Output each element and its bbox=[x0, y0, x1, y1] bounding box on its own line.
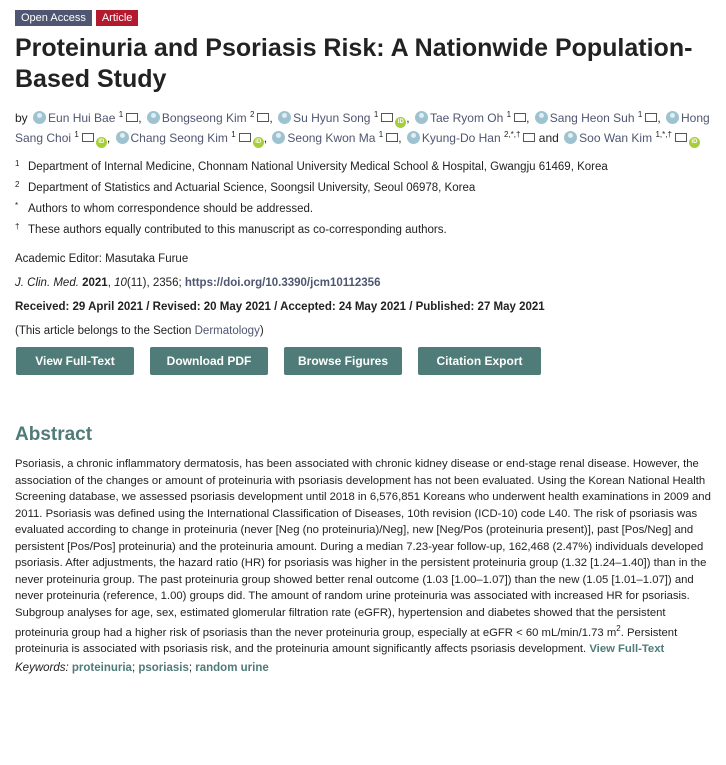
author-affiliation-sup: 2 bbox=[249, 110, 255, 119]
author-entry bbox=[145, 111, 270, 125]
article-type-badge: Article bbox=[96, 10, 139, 26]
author-avatar-icon bbox=[33, 111, 46, 124]
journal-name: J. Clin. Med. bbox=[15, 277, 79, 289]
section-prefix: (This article belongs to the Section bbox=[15, 325, 195, 337]
author-affiliation-sup: 1 bbox=[637, 110, 643, 119]
abstract-body: Psoriasis, a chronic inflammatory dermatosis, has been associated with chronic kidney disease or end-stage renal disease. However, the association of the changes or amount of proteinuria with psoriasis development has not been evaluated. Using the Korean National Health Screening database, we assessed psoriasis development until 2018 in 6,576,851 Koreans who underwent health examinations in 2009 and 2011. Psoriasis was defined using the International Classification of Diseases, 10th revision (ICD-10) code L40. The risk of psoriasis was evaluated according to change in proteinuria (never [Neg (no proteinuria)/Neg], new [Neg/Pos (proteinuria present)], past [Pos/Neg] and persistent [Pos/Pos] proteinuria) and the proteinuria amount. During a median 7.23-year follow-up, 162,468 (2.47%) individuals developed psoriasis. After adjustments, the hazard ratio (HR) for psoriasis was higher in the persistent proteinuria group (1.32 [1.24–1.40]) than in the never proteinuria group. The past proteinuria group showed better renal outcome (1.03 [1.00–1.07]) than the new (1.05 [1.01–1.07]) and never proteinuria (reference, 1.00) groups did. The amount of random urine proteinuria was associated with increased HR for psoriasis. Subgroup analyses for age, sex, estimated glomerular filtration rate (eGFR), hypertension and diabetes showed that the persistent proteinuria group had a higher risk of psoriasis than the never proteinuria group, especially at eGFR < 60 mL/min/1.73 m bbox=[15, 458, 711, 639]
abstract-heading: Abstract bbox=[15, 424, 93, 445]
keywords-label: Keywords: bbox=[15, 661, 69, 674]
author-name-link[interactable]: Sang Heon Suh bbox=[549, 111, 635, 125]
abstract-superscript: 2 bbox=[616, 624, 621, 633]
authors-and: and bbox=[538, 130, 559, 145]
affiliation-mark: 2 bbox=[15, 180, 20, 189]
email-icon[interactable] bbox=[675, 133, 687, 142]
author-avatar-icon bbox=[415, 111, 428, 124]
author-entry bbox=[270, 131, 398, 145]
citation-volume: 10 bbox=[114, 277, 127, 289]
section-note bbox=[15, 325, 715, 337]
author-entry bbox=[405, 131, 536, 145]
email-icon[interactable] bbox=[239, 133, 251, 142]
orcid-icon[interactable]: iD bbox=[689, 137, 700, 148]
publication-dates: Received: 29 April 2021 / Revised: 20 May 2021 / Accepted: 24 May 2021 / Published: 27 May 2021 bbox=[15, 301, 545, 313]
author-affiliation-sup: 1,*,† bbox=[655, 129, 672, 139]
author-avatar-icon bbox=[564, 131, 577, 144]
email-icon[interactable] bbox=[381, 113, 393, 122]
equal-contribution-note bbox=[15, 220, 715, 241]
author-avatar-icon bbox=[278, 111, 291, 124]
section-link[interactable]: Dermatology bbox=[194, 325, 260, 337]
affiliation-mark: † bbox=[15, 222, 20, 231]
email-icon[interactable] bbox=[257, 113, 269, 122]
academic-editor: Academic Editor: Masutaka Furue bbox=[15, 253, 189, 265]
authors-prefix: by bbox=[15, 111, 28, 125]
author-name-link[interactable]: Hong Sang Choi bbox=[15, 111, 710, 145]
browse-figures-button[interactable]: Browse Figures bbox=[284, 347, 402, 375]
author-list: by Eun Hui Bae $^1$ , Bongseong Kim $^2$ , Su Hyun Song $^1$iD , Tae Ryom Oh $^1$ , Sang Heon Suh $^1$ , Hong Sang Choi $^1$iD , Chang Seong Kim $^1$iD , Seong Kwon Ma $^1$ , Kyung-Do Han $^{2,*,\dagger}$ and Soo Wan Kim $^{1,*,\dagger}$iD bbox=[15, 109, 715, 148]
affiliation-mark: 1 bbox=[15, 159, 20, 168]
author-avatar-icon bbox=[535, 111, 548, 124]
affiliation-mark: * bbox=[15, 201, 19, 210]
author-name-link[interactable]: Seong Kwon Ma bbox=[287, 130, 376, 145]
author-name-link[interactable]: Tae Ryom Oh bbox=[429, 111, 504, 125]
keyword-separator: ; bbox=[188, 661, 193, 674]
author-avatar-icon bbox=[147, 111, 160, 124]
section-suffix: ) bbox=[259, 325, 264, 337]
author-affiliation-sup: 2,*,† bbox=[503, 129, 521, 139]
author-avatar-icon bbox=[116, 131, 129, 144]
article-header bbox=[15, 10, 715, 674]
author-entry bbox=[276, 111, 406, 125]
citation-year: 2021 bbox=[82, 277, 108, 289]
keyword-link[interactable]: random urine bbox=[195, 661, 269, 674]
author-affiliation-sup: 1 bbox=[74, 129, 79, 139]
author-affiliation-sup: 1 bbox=[506, 110, 512, 119]
author-entry bbox=[31, 111, 138, 125]
view-full-text-button[interactable]: View Full-Text bbox=[16, 347, 134, 375]
author-avatar-icon bbox=[407, 131, 420, 144]
author-name-link[interactable]: Su Hyun Song bbox=[293, 111, 371, 125]
affiliation-text: These authors equally contributed to this manuscript as co-corresponding authors. bbox=[28, 224, 447, 236]
abstract-text bbox=[15, 456, 715, 658]
keyword-link[interactable]: proteinuria bbox=[71, 661, 132, 674]
email-icon[interactable] bbox=[645, 113, 657, 122]
author-affiliation-sup: 1 bbox=[378, 129, 384, 139]
open-access-badge: Open Access bbox=[15, 10, 92, 26]
email-icon[interactable] bbox=[523, 133, 535, 142]
author-affiliation-sup: 1 bbox=[118, 110, 124, 119]
author-entry bbox=[114, 131, 264, 145]
affiliation-text: Department of Statistics and Actuarial Science, Soongsil University, Seoul 06978, Korea bbox=[28, 182, 476, 194]
author-affiliation-sup: 1 bbox=[373, 110, 379, 119]
affiliations bbox=[15, 157, 715, 241]
author-name-link[interactable]: Soo Wan Kim bbox=[579, 130, 653, 145]
abstract-view-full-text-link[interactable]: View Full-Text bbox=[589, 643, 665, 656]
abstract-body-end: . Persistent proteinuria is associated with psoriasis risk, and the proteinuria amount significantly affects psoriasis development. bbox=[15, 626, 678, 656]
doi-link[interactable]: https://doi.org/10.3390/jcm10112356 bbox=[184, 277, 381, 289]
affiliation-1 bbox=[15, 157, 715, 178]
affiliation-text: Department of Internal Medicine, Chonnam National University Medical School & Hospital, Gwangju 61469, Korea bbox=[28, 161, 608, 173]
author-avatar-icon bbox=[666, 111, 679, 124]
download-pdf-button[interactable]: Download PDF bbox=[150, 347, 268, 375]
email-icon[interactable] bbox=[126, 113, 138, 122]
article-title: Proteinuria and Psoriasis Risk: A Nationwide Population-Based Study bbox=[15, 34, 693, 93]
affiliation-2 bbox=[15, 178, 715, 199]
author-name-link[interactable]: Chang Seong Kim bbox=[130, 130, 228, 145]
citation-export-button[interactable]: Citation Export bbox=[418, 347, 541, 375]
author-entry bbox=[413, 111, 526, 125]
orcid-icon[interactable]: iD bbox=[395, 117, 406, 128]
orcid-icon[interactable]: iD bbox=[253, 137, 264, 148]
author-name-link[interactable]: Eun Hui Bae bbox=[48, 111, 116, 125]
email-icon[interactable] bbox=[514, 113, 526, 122]
author-avatar-icon bbox=[272, 131, 285, 144]
badges bbox=[15, 10, 715, 26]
author-entry bbox=[562, 131, 700, 145]
keywords bbox=[15, 662, 715, 674]
author-name-link[interactable]: Bongseong Kim bbox=[161, 111, 247, 125]
author-name-link[interactable]: Kyung-Do Han bbox=[421, 130, 501, 145]
citation: J. Clin. Med. 2021, 10(11), 2356; https://doi.org/10.3390/jcm10112356 bbox=[15, 277, 381, 289]
author-affiliation-sup: 1 bbox=[231, 129, 236, 139]
orcid-icon[interactable]: iD bbox=[96, 137, 107, 148]
email-icon[interactable] bbox=[386, 133, 398, 142]
email-icon[interactable] bbox=[82, 133, 94, 142]
affiliation-text: Authors to whom correspondence should be addressed. bbox=[28, 203, 314, 215]
keyword-separator: ; bbox=[131, 661, 136, 674]
author-entry bbox=[533, 111, 658, 125]
citation-issue-pages: (11), 2356; bbox=[126, 277, 182, 289]
correspondence-note bbox=[15, 199, 715, 220]
keyword-link[interactable]: psoriasis bbox=[138, 661, 189, 674]
action-buttons bbox=[16, 347, 715, 375]
